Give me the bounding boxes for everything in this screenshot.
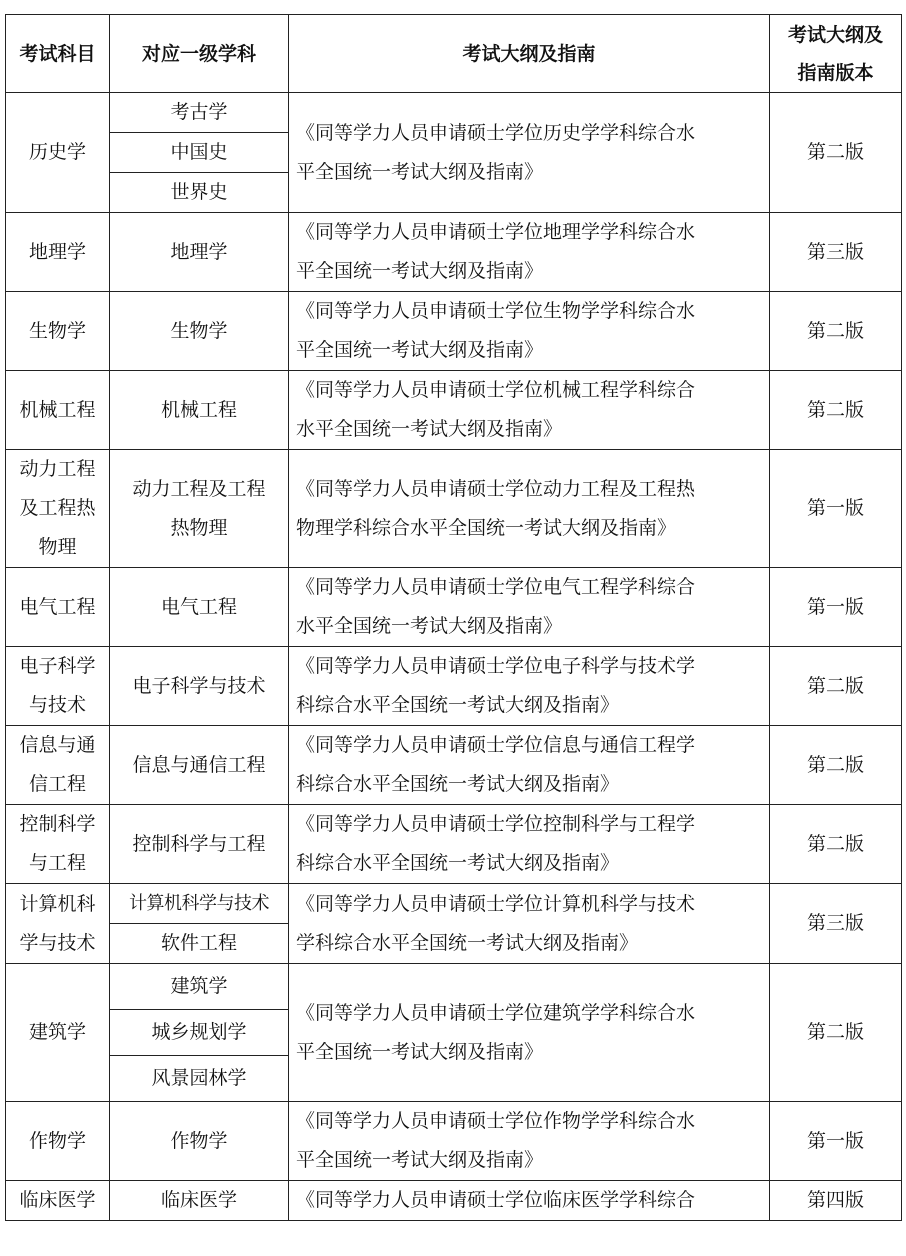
guide-cell [289, 726, 770, 805]
subject-cell: 历史学 [6, 93, 110, 213]
guide-cell [289, 213, 770, 292]
subject-cell: 作物学 [6, 1102, 110, 1181]
subject-line: 控制科学 [19, 813, 96, 835]
guide-line: 《同等学力人员申请硕士学位临床医学学科综合 [296, 1189, 696, 1211]
version-cell: 第二版 [770, 805, 902, 884]
guide-line: 水平全国统一考试大纲及指南》 [296, 418, 563, 440]
table-row [6, 647, 902, 726]
guide-line: 《同等学力人员申请硕士学位计算机科学与技术 [296, 892, 696, 915]
discipline-line: 动力工程及工程 [132, 477, 266, 500]
guide-line: 《同等学力人员申请硕士学位历史学学科综合水 [296, 121, 696, 144]
guide-line: 科综合水平全国统一考试大纲及指南》 [296, 694, 620, 716]
guide-cell [289, 371, 770, 450]
header-version [770, 15, 902, 93]
version-cell: 第二版 [770, 371, 902, 450]
discipline-cell: 地理学 [110, 213, 289, 292]
guide-line: 《同等学力人员申请硕士学位动力工程及工程热 [296, 477, 696, 500]
table-row [6, 964, 902, 1010]
subject-cell: 建筑学 [6, 964, 110, 1102]
guide-line: 《同等学力人员申请硕士学位电气工程学科综合 [296, 576, 696, 598]
header-row [6, 15, 902, 93]
guide-line: 科综合水平全国统一考试大纲及指南》 [296, 852, 620, 874]
guide-line: 《同等学力人员申请硕士学位信息与通信工程学 [296, 734, 696, 756]
guide-line: 物理学科综合水平全国统一考试大纲及指南》 [296, 516, 677, 539]
subject-line: 物理 [38, 536, 77, 558]
table-row [6, 1102, 902, 1181]
discipline-cell: 临床医学 [110, 1181, 289, 1221]
discipline-cell: 计算机科学与技术 [110, 884, 289, 924]
guide-cell [289, 884, 770, 964]
version-cell: 第四版 [770, 1181, 902, 1221]
version-cell: 第二版 [770, 726, 902, 805]
guide-line: 平全国统一考试大纲及指南》 [296, 160, 544, 183]
version-cell: 第二版 [770, 964, 902, 1102]
subject-line: 信工程 [28, 773, 86, 795]
discipline-cell: 机械工程 [110, 371, 289, 450]
discipline-cell: 电子科学与技术 [110, 647, 289, 726]
table-row [6, 805, 902, 884]
guide-line: 《同等学力人员申请硕士学位机械工程学科综合 [296, 379, 696, 401]
guide-cell [289, 1102, 770, 1181]
guide-line: 《同等学力人员申请硕士学位生物学学科综合水 [296, 300, 696, 322]
guide-cell [289, 93, 770, 213]
guide-line: 平全国统一考试大纲及指南》 [296, 1149, 544, 1171]
subject-line: 计算机科 [19, 892, 96, 915]
subject-line: 与工程 [28, 852, 86, 874]
discipline-cell: 生物学 [110, 292, 289, 371]
discipline-cell: 建筑学 [110, 964, 289, 1010]
guide-line: 学科综合水平全国统一考试大纲及指南》 [296, 931, 639, 954]
version-cell: 第一版 [770, 450, 902, 568]
guide-line: 科综合水平全国统一考试大纲及指南》 [296, 773, 620, 795]
subject-line: 电子科学 [19, 655, 96, 677]
guide-line: 《同等学力人员申请硕士学位作物学学科综合水 [296, 1110, 696, 1132]
discipline-cell: 考古学 [110, 93, 289, 133]
guide-cell [289, 964, 770, 1102]
header-version-line2: 指南版本 [797, 61, 874, 84]
header-subject: 考试科目 [6, 15, 110, 93]
header-version-line1: 考试大纲及 [787, 23, 883, 46]
guide-line: 水平全国统一考试大纲及指南》 [296, 615, 563, 637]
guide-line: 《同等学力人员申请硕士学位地理学学科综合水 [296, 221, 696, 243]
guide-line: 《同等学力人员申请硕士学位建筑学学科综合水 [296, 1001, 696, 1024]
exam-guide-table [5, 14, 902, 1221]
subject-cell [6, 726, 110, 805]
header-guide: 考试大纲及指南 [289, 15, 770, 93]
guide-line: 平全国统一考试大纲及指南》 [296, 260, 544, 282]
version-cell: 第二版 [770, 292, 902, 371]
table-row [6, 213, 902, 292]
discipline-cell: 世界史 [110, 173, 289, 213]
subject-cell [6, 647, 110, 726]
subject-line: 信息与通 [19, 734, 96, 756]
version-cell: 第二版 [770, 93, 902, 213]
subject-cell [6, 450, 110, 568]
guide-cell [289, 292, 770, 371]
discipline-cell: 作物学 [110, 1102, 289, 1181]
subject-cell: 地理学 [6, 213, 110, 292]
table-row [6, 884, 902, 924]
table-row [6, 371, 902, 450]
guide-cell [289, 450, 770, 568]
table-row [6, 1181, 902, 1221]
subject-cell: 机械工程 [6, 371, 110, 450]
discipline-line: 热物理 [170, 516, 228, 539]
subject-cell [6, 884, 110, 964]
header-discipline: 对应一级学科 [110, 15, 289, 93]
discipline-cell: 电气工程 [110, 568, 289, 647]
discipline-cell: 软件工程 [110, 924, 289, 964]
discipline-cell [110, 450, 289, 568]
subject-line: 学与技术 [19, 931, 96, 954]
table-row [6, 726, 902, 805]
discipline-cell: 城乡规划学 [110, 1010, 289, 1056]
subject-cell: 生物学 [6, 292, 110, 371]
version-cell: 第三版 [770, 884, 902, 964]
discipline-cell: 风景园林学 [110, 1056, 289, 1102]
guide-line: 《同等学力人员申请硕士学位控制科学与工程学 [296, 813, 696, 835]
table-row [6, 93, 902, 133]
guide-cell [289, 568, 770, 647]
guide-cell [289, 647, 770, 726]
subject-cell: 临床医学 [6, 1181, 110, 1221]
subject-cell: 电气工程 [6, 568, 110, 647]
table-row [6, 450, 902, 568]
guide-line: 平全国统一考试大纲及指南》 [296, 339, 544, 361]
subject-line: 动力工程 [19, 458, 96, 480]
subject-line: 与技术 [28, 694, 86, 716]
table-row [6, 292, 902, 371]
table-row [6, 568, 902, 647]
guide-cell [289, 1181, 770, 1221]
guide-line: 平全国统一考试大纲及指南》 [296, 1040, 544, 1063]
version-cell: 第三版 [770, 213, 902, 292]
version-cell: 第一版 [770, 1102, 902, 1181]
discipline-cell: 控制科学与工程 [110, 805, 289, 884]
discipline-cell: 信息与通信工程 [110, 726, 289, 805]
subject-line: 及工程热 [19, 497, 96, 519]
subject-cell [6, 805, 110, 884]
guide-line: 《同等学力人员申请硕士学位电子科学与技术学 [296, 655, 696, 677]
version-cell: 第一版 [770, 568, 902, 647]
discipline-cell: 中国史 [110, 133, 289, 173]
version-cell: 第二版 [770, 647, 902, 726]
guide-cell [289, 805, 770, 884]
